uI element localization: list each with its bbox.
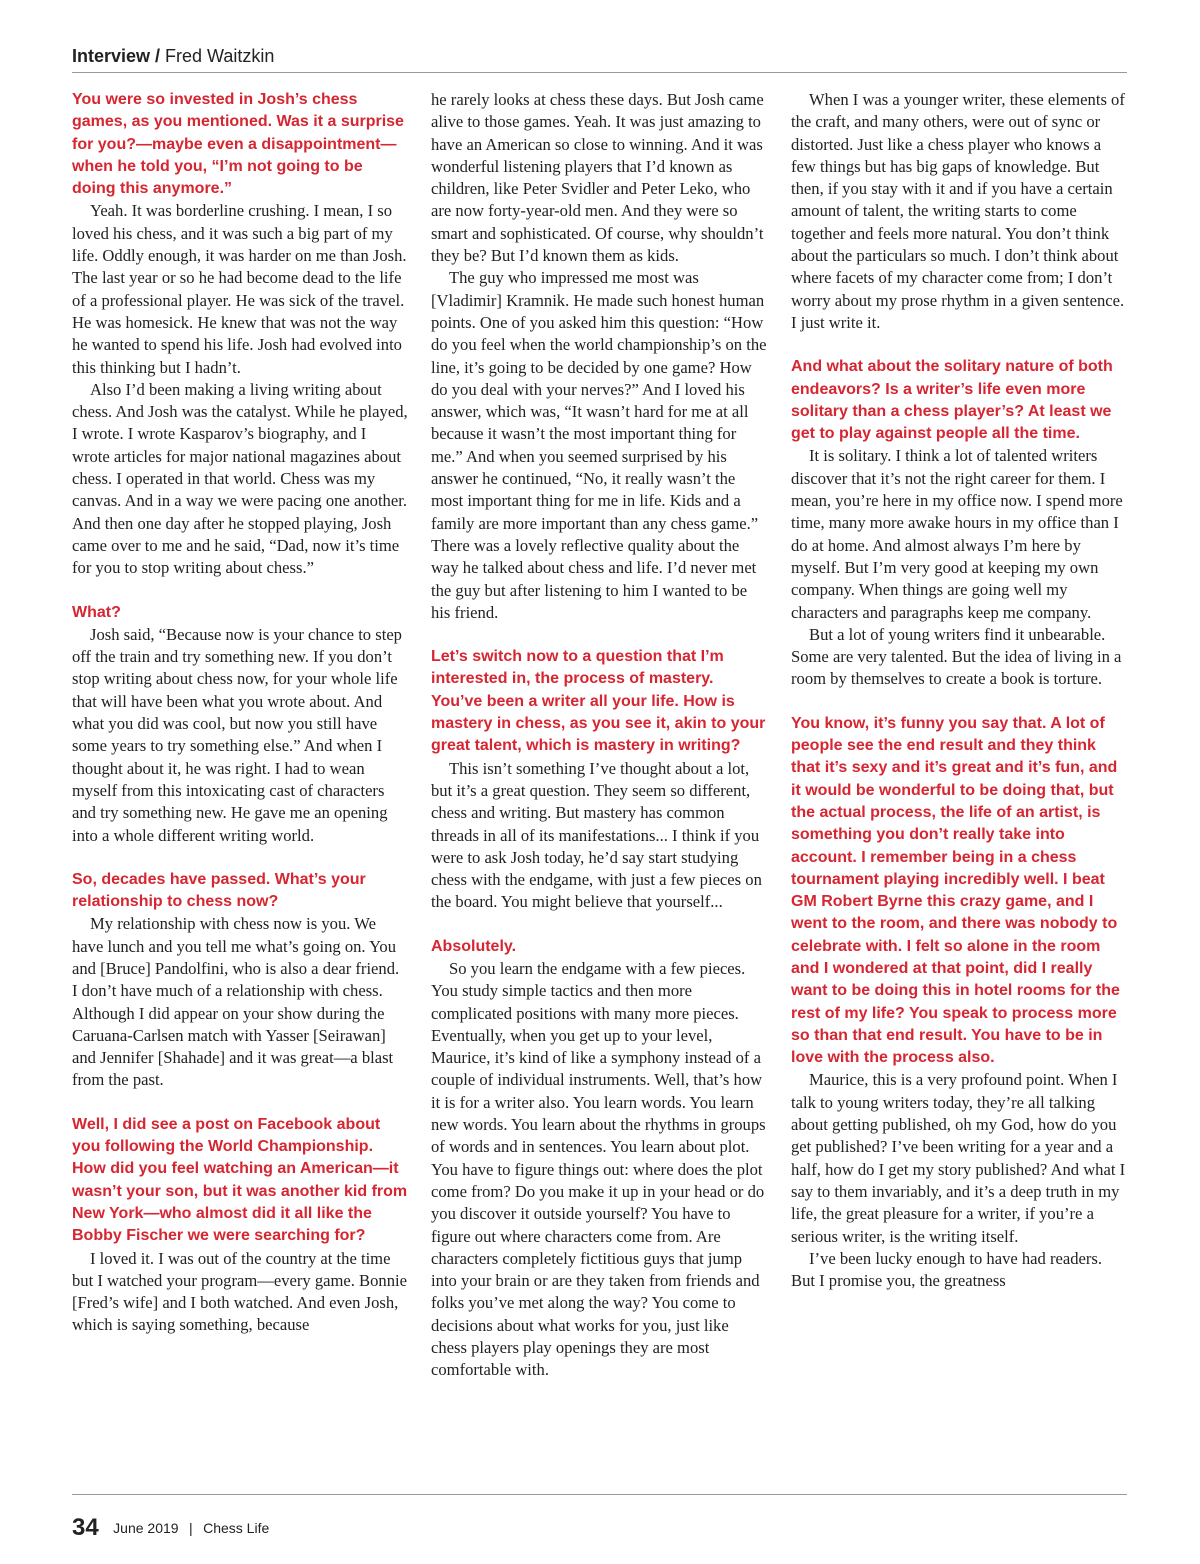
answer-paragraph: The guy who impressed me most was [Vladimir] Kramnik. He made such honest human points. One of you asked him this question: “How do you feel when the world championship’s on the line, it’s going to be decided by one game? How do you deal with your nerves?” And I loved his answer, which was, “It wasn’t hard for me at all because it wasn’t the most important thing for me.” And when you seemed surprised by his answer he continued, “No, it really wasn’t the most important thing for me in life. Kids and a family are more important than any chess game.” There was a lovely reflective quality about the way he talked about chess and life. I’d never met the guy but after listening to him I wanted to be his friend.: [431, 268, 767, 622]
answer-paragraph: When I was a younger writer, these elements of the craft, and many others, were out of sync or distorted. Just like a chess player who knows a few things but has big gaps of knowledge. But then, if you stay with it and if you have a certain amount of talent, the writing starts to come together and feels more natural. You don’t think about the particulars so much. I don’t think about where facets of my character come from; I don’t worry about my prose rhythm in a given sentence. I just write it.: [791, 90, 1125, 332]
page-number: 34: [72, 1514, 99, 1541]
column-2: [431, 89, 767, 1382]
answer-paragraph: I loved it. I was out of the country at the time but I watched your program—every game. Bonnie [Fred’s wife] and I both watched. And even Josh, which is saying something, because: [72, 1248, 407, 1335]
answer-paragraph: This isn’t something I’ve thought about a lot, but it’s a great question. They seem so different, chess and writing. But mastery has common threads in all of its manifestations... I think if you were to ask Josh today, he’d say start studying chess with the endgame, with just a few pieces on the board. You might believe that yourself...: [431, 758, 762, 912]
interview-question: Well, I did see a post on Facebook about you following the World Championship. How did you feel watching an American—it wasn’t your son, but it was another kid from New York—who almost did it all like the Bobby Fischer we were searching for?: [72, 1115, 408, 1245]
header-subject: Fred Waitzkin: [165, 46, 275, 66]
answer-paragraph: But a lot of young writers find it unbearable. Some are very talented. But the idea of living in a room by themselves to create a book is torture.: [791, 624, 1122, 689]
header-section: Interview /: [72, 46, 161, 66]
interview-question: Let’s switch now to a question that I’m interested in, the process of mastery. You’ve been a writer all your life. How is mastery in chess, as you see it, akin to your great talent, which is mastery in writing?: [431, 648, 766, 755]
running-header: [72, 46, 274, 67]
answer-paragraph: It is solitary. I think a lot of talented writers discover that it’s not the right career for them. I mean, you’re here in my office now. I spend more time, many more awake hours in my office than I do at home. And almost always I’m here by myself. But I’m very good at keeping my own company. When things are going well my characters and paragraphs keep me company.: [791, 446, 1123, 622]
answer-paragraph: Josh said, “Because now is your chance to step off the train and try something new. If you don’t stop writing about chess now, for your whole life that will have been what you wrote about. And what you did was cool, but now you still have some years to try something else.” And when I thought about it, he was right. I had to wean myself from this intoxicating cast of characters and try something new. He gave me an opening into a whole different writing world.: [72, 624, 402, 845]
column-3: [791, 89, 1127, 1292]
interview-question: And what about the solitary nature of both endeavors? Is a writer’s life even more solitary than a chess player’s? At least we get to play against people all the time.: [791, 358, 1113, 443]
answer-paragraph: So you learn the endgame with a few pieces. You study simple tactics and then more complicated positions with many more pieces. Eventually, when you get up to your level, Maurice, it’s kind of like a symphony instead of a couple of individual instruments. Well, that’s how it is for a writer also. You learn words. You learn new words. You learn about the rhythms in groups of words and in sentences. You learn about plot. You have to figure things out: where does the plot come from? Do you make it up in your head or do you discover it outside yourself? You have to figure out where characters come from. Are characters completely fictitious guys that jump into your brain or are they taken from friends and folks you’ve met along the way? You come to decisions about what works for you, just like chess players play openings they are most comfortable with.: [431, 958, 766, 1380]
answer-paragraph: Maurice, this is a very profound point. When I talk to young writers today, they’re all talking about getting published, oh my God, how do you get published? I’ve been writing for a year and a half, how do I get my story published? And what I say to them invariably, and it’s a deep truth in my life, the great pleasure for a writer, if you’re a serious writer, is the writing itself.: [791, 1070, 1126, 1246]
interview-question: What?: [72, 603, 121, 621]
answer-paragraph: I’ve been lucky enough to have had readers. But I promise you, the greatness: [791, 1248, 1103, 1291]
column-1: [72, 89, 408, 1337]
issue-date: June 2019: [113, 1520, 179, 1536]
answer-paragraph: Yeah. It was borderline crushing. I mean, I so loved his chess, and it was such a big part of my life. Oddly enough, it was harder on me than Josh. The last year or so he had become dead to the life of a professional player. He was sick of the travel. He was homesick. He knew that was not the way he wanted to spend his life. Josh had evolved into this thinking but I hadn’t.: [72, 201, 407, 377]
header-rule: [72, 72, 1127, 73]
interview-question: You know, it’s funny you say that. A lot of people see the end result and they think that it’s sexy and it’s great and it’s fun, and it would be wonderful to be doing that, but the actual process, the life of an artist, is something you don’t really take into account. I remember being in a chess tournament playing incredibly well. I beat GM Robert Byrne this crazy game, and I went to the room, and there was nobody to celebrate with. I felt so alone in the room and I wondered at that point, did I really want to be doing this in hotel rooms for the rest of my life? You speak to process more so than that end result. You have to be in love with the process also.: [791, 714, 1120, 1067]
footer-separator: |: [189, 1520, 193, 1536]
page-footer: [72, 1514, 269, 1542]
interview-question: Absolutely.: [431, 937, 517, 955]
answer-paragraph: Also I’d been making a living writing about chess. And Josh was the catalyst. While he played, I wrote. I wrote Kasparov’s biography, and I wrote articles for major national magazines about chess. I operated in that world. Chess was my canvas. And in a way we were pacing one another. And then one day after he stopped playing, Josh came over to me and he said, “Dad, now it’s time for you to stop writing about chess.”: [72, 379, 408, 578]
interview-question: You were so invested in Josh’s chess games, as you mentioned. Was it a surprise for you?—maybe even a disappointment—when he told you, “I’m not going to be doing this anymore.”: [72, 91, 404, 198]
magazine-name: Chess Life: [203, 1520, 270, 1536]
answer-paragraph-continued: he rarely looks at chess these days. But Josh came alive to those games. Yeah. It was just amazing to have an American so close to winning. And it was wonderful listening players that I’d known as children, like Peter Svidler and Peter Leko, who are now forty-year-old men. And they were so smart and sophisticated. Of course, why shouldn’t they be? But I’d known them as kids.: [431, 90, 764, 266]
interview-question: So, decades have passed. What’s your relationship to chess now?: [72, 870, 366, 911]
footer-rule: [72, 1494, 1127, 1495]
answer-paragraph: My relationship with chess now is you. We have lunch and you tell me what’s going on. You and [Bruce] Pandolfini, who is also a dear friend. I don’t have much of a relationship with chess. Although I did appear on your show during the Caruana-Carlsen match with Yasser [Seirawan] and Jennifer [Shahade] and it was great—a blast from the past.: [72, 914, 400, 1090]
